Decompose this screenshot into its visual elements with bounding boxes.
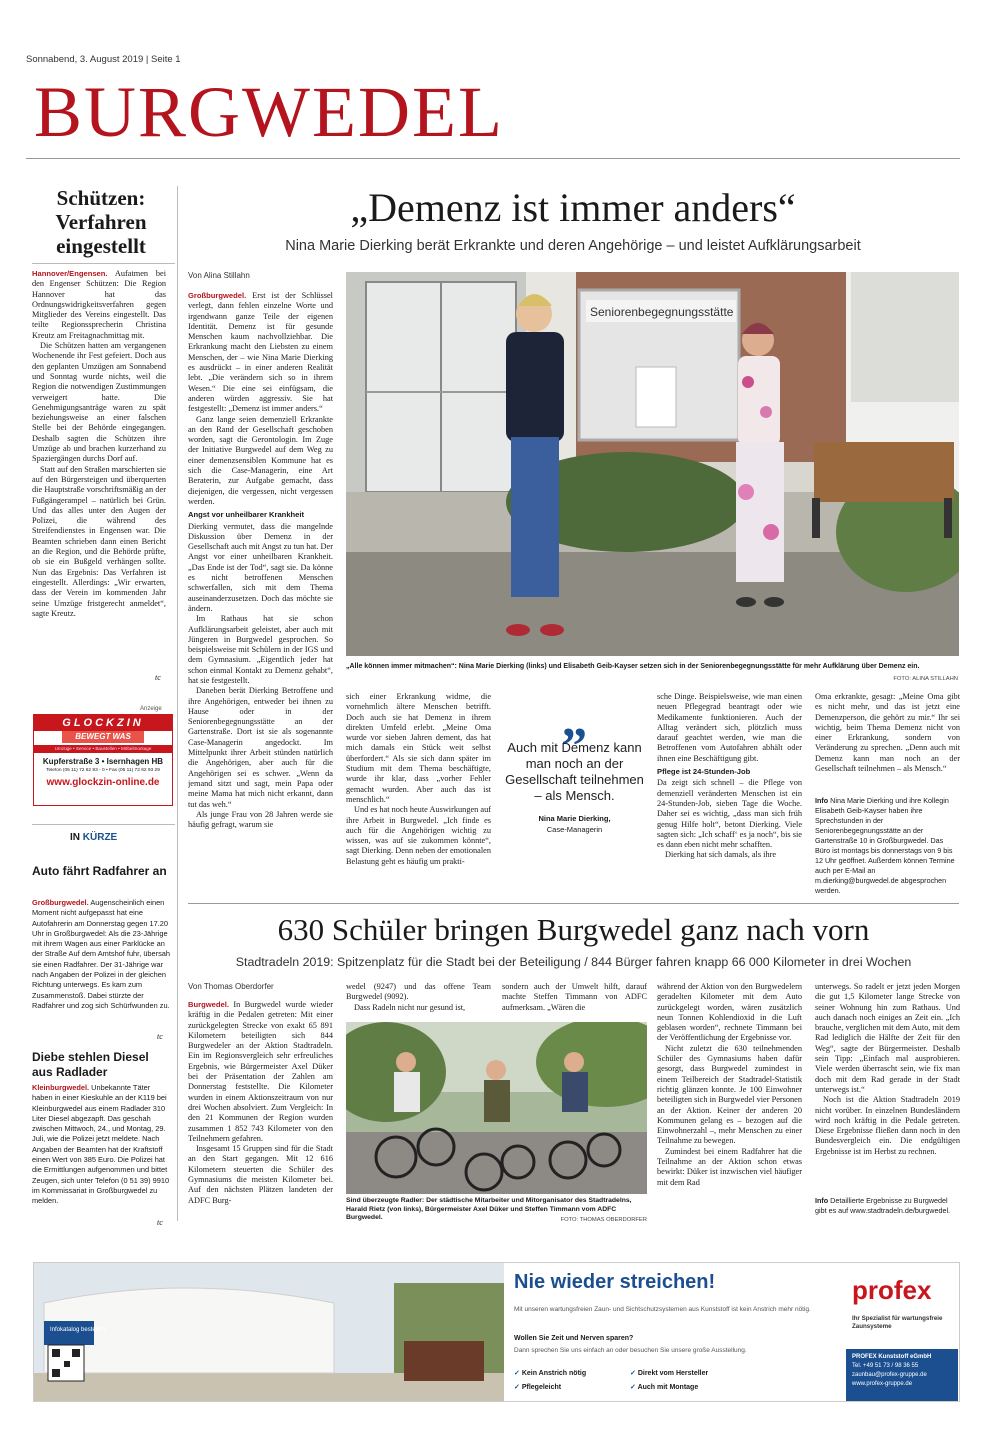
main-credit: FOTO: ALINA STILLAHN: [893, 676, 958, 682]
quote-mark-icon: „: [561, 691, 588, 748]
second-info: [815, 1196, 960, 1230]
left-headline-rule: [32, 263, 175, 264]
main-info-label: Info: [815, 796, 829, 805]
profex-feature: [630, 1383, 698, 1391]
main-subhead1: Angst vor unheilbarer Krankheit: [188, 510, 305, 520]
left-story-text: [32, 269, 166, 681]
main-info-text: Nina Marie Dierking und ihre Kollegin Elisabeth Geib-Kayser haben ihre Sprechstunden in der Seniorenbegegnungsstätte an der Gartenstraße 10 in Großburgwedel. Das Büro ist montags bis donnerstags von 9 bis 12 Uhr geöffnet. Außerdem können Termine auch per E-Mail an m.dierking@burgwedel.de abgesprochen werden.: [815, 796, 955, 895]
second-para: sondern auch der Umwelt hilft, darauf machte Steffen Timmann von ADFC aufmerksam. „Wären die: [502, 982, 647, 1012]
main-photo-illustration: [346, 272, 959, 656]
main-lead: Großburgwedel.: [188, 291, 247, 300]
main-para: Dierking vermutet, dass die mangelnde Diskussion über Demenz in der Gesellschaft auch mit Angst zu tun hat. Der Angst vor einer unheilbaren Krankheit. „Das Ende ist der Tod“, sagt sie. Da könne es nicht betroffenen Menschen schwerfallen, sich mit dem Thema auseinanderzusetzen. Doch das möchte sie ändern.: [188, 521, 333, 613]
check-icon: ✓: [630, 1384, 636, 1391]
pull-quote: [502, 691, 647, 890]
second-col4: [657, 982, 802, 1230]
photo-sign-text: Seniorenbegegnungsstätte: [590, 305, 734, 319]
kuerze-headline: Diebe stehlen Diesel aus Radlader: [32, 1050, 149, 1079]
profex-logo: profex: [852, 1275, 932, 1305]
profex-fence-image: [34, 1263, 504, 1402]
second-byline: Von Thomas Oberdorfer: [188, 982, 274, 991]
profex-feature: [514, 1383, 561, 1391]
glockzin-address: Kupferstraße 3 • Isernhagen HB: [42, 757, 164, 766]
second-headline: 630 Schüler bringen Burgwedel ganz nach vorn: [277, 912, 870, 947]
glockzin-url[interactable]: www.glockzin-online.de: [46, 777, 160, 788]
left-column-rule: [177, 186, 178, 1221]
kuerze-body: Unbekannte Täter haben in einer Kieskuhle an der K119 bei Kleinburgwedel aus einem Radlader 310 Liter Diesel abgezapft. Das geschah zwischen Mittwoch, 24., und Montag, 29. Juli, wie die Polizei jetzt meldete. Nach Angaben der Beamten hat der Kraftstoff einen Wert von 385 Euro. Die Polizei hat die Ermittlungen aufgenommen und bittet Zeugen, sich unter Telefon (0 51 39) 9910 im Kommissariat in Großburgwedel zu melden.: [32, 1083, 170, 1206]
second-para: unterwegs. So radelt er jetzt jeden Morgen die gut 1,5 Kilometer lange Strecke von seiner Wohnung hin zum Rathaus. Und auch danach noch einiges an Zeit ein. „Ich brauche, verglichen mit dem Auto, mit dem Rad lediglich die Hälfte der Zeit für den Weg“, sagte der Bürgermeister. Deshalb sein Tipp: „Einfach mal ausprobieren. Viele werden überrascht sein, wie fix man doch mit dem Rad gerade in der Stadt unterwegs ist.“: [815, 982, 960, 1094]
check-icon: ✓: [630, 1370, 636, 1377]
header-rule: [26, 158, 960, 159]
left-headline: Schützen: Verfahren eingestellt: [55, 186, 147, 258]
profex-text: Mit unseren wartungsfreien Zaun- und Sichtschutzsystemen aus Kunststoff ist kein Anstrich mehr nötig.: [514, 1306, 811, 1313]
main-byline: Von Alina Stillahn: [188, 271, 250, 280]
main-para: Als junge Frau von 28 Jahren werde sie häufig gefragt, warum sie: [188, 809, 333, 830]
second-credit: FOTO: THOMAS OBERDORFER: [560, 1217, 647, 1223]
quote-role: Case-Managerin: [546, 825, 603, 834]
second-info-text: Detaillierte Ergebnisse zu Burgwedel gibt es auf www.stadtradeln.de/burgwedel.: [815, 1196, 951, 1215]
main-para: Oma erkrankte, gesagt: „Meine Oma gibt es nicht mehr, und das ist jetzt eine Demenzperson, die gehört zu mir.“ Ihr sei wichtig, beim Thema Demenz nicht von einer Erkrankung, sondern von Veränderung zu sprechen. „Denn auch mit Demenz kann man noch an der Gesellschaft teilnehmen – als Mensch.“: [815, 692, 960, 774]
main-para: Daneben berät Dierking Betroffene und ihre Angehörigen, entweder bei ihnen zu Hause oder in der Seniorenbegegnungsstätte an der Gartenstraße. Dort ist sie als sogenannte Case-Managerin angedockt. Im Mittelpunkt ihrer Arbeit stünden natürlich die Angehörigen, aber auch für die Angehörigen sei es schwer. „Wenn da jemand sitzt und sagt, mein Papa oder meine Mama hat mich nicht erkannt, dann tut das weh.“: [188, 686, 333, 809]
main-subhead3: Pflege ist 24-Stunden-Job: [657, 767, 751, 777]
profex-headline: Nie wieder streichen!: [514, 1271, 716, 1293]
quote-text: Auch mit Demenz kann man noch an der Gesellschaft teilnehmen – als Mensch.: [505, 740, 644, 803]
profex-ad[interactable]: [33, 1262, 960, 1402]
profex-feature: [514, 1369, 586, 1377]
kuerze-headline: Auto fährt Radfahrer an: [32, 864, 167, 878]
main-col3: [657, 692, 802, 897]
second-para: Zumindest bei einem Radfahrer hat die Teilnahme an der Aktion schon etwas bewirkt: Düker ist inzwischen viel häufiger mit dem Rad: [657, 1146, 802, 1187]
glockzin-brand: GLOCKZIN: [34, 715, 172, 731]
second-para: Dass Radeln nicht nur gesund ist,: [354, 1002, 466, 1012]
quote-name: Nina Marie Dierking,: [538, 814, 611, 823]
left-story-para: Die Schützen hatten am vergangenen Wochenende ihr Fest gefeiert. Doch aus den geplanten Umzügen am Sonnabend und Sonntag wurde nichts, weil die Region die notwendigen Zustimmungen verweigert hatte. Die Genehmigungsanträge waren zu spät beziehungsweise an einer falschen Stelle bei der Behörde eingegangen. Deshalb sagten die Schützen ihre Umzüge ab und brachen kurzerhand zu Spaziergängen durchs Dorf auf.: [32, 341, 166, 464]
second-para: Insgesamt 15 Gruppen sind für die Stadt an den Start gegangen. Mit 12 616 Kilometern steuerten die Schüler des Gymnasiums die meisten Kilometer bei. Auf den nächsten Plätzen landeten der ADFC Burg-: [188, 1144, 333, 1205]
kuerze-lead: Kleinburgwedel.: [32, 1083, 90, 1092]
main-para: Dierking hat sich damals, als ihre: [665, 850, 777, 860]
second-para: während der Aktion von den Burgwedelern geradelten Kilometer mit dem Auto zurückgelegt worden, wären zusätzlich neun Tonnen Kohlendioxid in die Luft geblasen worden“, rechnete Timmann bei der Veröffentlichung der Ergebnisse vor.: [657, 982, 802, 1043]
main-para: Und es hat noch heute Auswirkungen auf ihre Arbeit in Burgwedel. „Ich finde es auch für die Angehörigen wichtig zu wissen, was auf sie zukommen könnte“, sagt Dierking. Denn neben der emotionalen Belastung geht es häufig um prakti-: [346, 805, 491, 866]
check-icon: ✓: [514, 1370, 520, 1377]
kuerze-label: [70, 832, 117, 843]
second-col2: [346, 982, 491, 1018]
ad-label: Anzeige: [140, 706, 162, 712]
profex-contact: [846, 1349, 958, 1401]
second-para: Nicht zuletzt die 630 teilnehmenden Schüler des Gymnasiums haben dafür gesorgt, dass Burgwedel zumindest in einem Teilbereich der Stadtradel-Statistik richtig glänzen konnte. Je 100 Einwohner beteiligten sich in Burgwedel vier Personen an der Aktion. Keiner der anderen 20 Kommunen gelang es – bezogen auf die Einwohnerzahl –, mehr Menschen zu einer Teilnahme zu bewegen.: [657, 1043, 802, 1146]
second-para: Noch ist die Aktion Stadtradeln 2019 nicht vorüber. In einzelnen Bundesländern wird noch kräftig in die Pedale getreten. Diese Ergebnisse fließen dann noch in den Bundesvergleich ein. Die endgültigen Ergebnisse ist im Herbst zu rechnen.: [815, 1095, 960, 1156]
second-lead: Burgwedel.: [188, 1000, 229, 1009]
profex-phone: Tel. +49 51 73 / 98 36 55: [852, 1363, 919, 1369]
kuerze-author: tc: [157, 1218, 163, 1227]
second-col1: [188, 1000, 333, 1232]
main-col1: [188, 291, 333, 891]
left-story-para: Statt auf den Straßen marschierten sie auf den Bürgersteigen und überquerten die Hauptstraße vorschriftsmäßig an der Fußgängerampel – natürlich bei Grün. Und das alles unter den Augen der Polizei, die während des Streifendienstes in Engensen war. Die Beamten schrieben dann einen Bericht an die Region, und die Behörde prüfte, ob sie ein Bußgeld verhängen sollte. Nun das Ergebnis: Das Verfahren ist eingestellt. Allerdings: „Wir erwarten, dass der Verein im kommenden Jahr seine Umzüge fristgerecht anmeldet“, sagte Kreutz.: [32, 464, 166, 618]
main-para: Im Rathaus hat sie schon Aufklärungsarbeit geleistet, aber auch mit Jüngeren in Burgwedel gesprochen. So beispielsweise mit Schülern in der IGS und dem Gymnasium. „Eigentlich jeder hat schon einmal Kontakt zu Demenz gehabt“, hat sie festgestellt.: [188, 614, 333, 685]
second-photo-illustration: [346, 1022, 647, 1194]
profex-company: PROFEX Kunststoff eGmbH: [852, 1354, 932, 1360]
kuerze-rule: [32, 824, 175, 825]
second-subhead: Stadtradeln 2019: Spitzenplatz für die Stadt bei der Beteiligung / 844 Bürger fahren knapp 66 000 Kilometer in drei Wochen: [235, 955, 912, 969]
second-para: wedel (9247) und das offene Team Burgwedel (9092).: [346, 982, 491, 1002]
glockzin-phone: Telefon (05 11) 72 62 93 - 0 • Fax (05 11) 72 62 93 29: [46, 768, 160, 773]
main-photo: [346, 272, 959, 656]
left-story-para: Aufatmen bei den Engenser Schützen: Die Region Hannover hat das Ordnungswidrigkeitsverfahren gegen Mitglieder des Vereins eingestellt. Das teilte Regionssprecherin Christina Kreutz am Freitagnachmittag mit.: [32, 269, 166, 340]
second-para: In Burgwedel wurde wieder kräftig in die Pedalen getreten: Mit einer zurückgelegten Strecke von exakt 65 891 Kilometern beteiligten sich 844 Burgwedeler an der Aktion Stadtradeln. Ein im Regionsvergleich sehr erfreuliches Ergebnis, wie Bürgermeister Axel Düker bei der Präsentation der Zahlen am Donnerstag feststellte. Die Kilometer wurden in einem Aktionszeitraum von nur drei Wochen absolviert. Zum Vergleich: In den 21 Kommunen der Region wurden zusammen 1 852 743 Kilometer von den Teilnehmern gefahren.: [188, 1000, 333, 1143]
main-para: sich einer Erkrankung widme, die vornehmlich ältere Menschen betrifft. Doch auch sie hat Demenz in ihrem direkten Umfeld erlebt. „Meine Oma wurde vor sieben Jahren dement, das hat mich damals ein Stück weit selbst überfordert.“ Als sie sich dann später im Studium mit dem Thema beschäftigte, wurde ihr klar, dass „vorher Fehler gemacht wurden. Aber auch das ist menschlich.“: [346, 692, 491, 804]
profex-question: Wollen Sie Zeit und Nerven sparen?: [514, 1335, 634, 1342]
main-para: Erst ist der Schlüssel verlegt, dann fehlen einzelne Worte und irgendwann ganze Teile der eigenen Identität. Demenz ist für gesunde Menschen kaum nachvollziehbar. Die Erkrankung macht den Liebsten zu einem Menschen, der – wie Nina Marie Dierking es ausdrückt – in einer anderen Realität lebt. „Die verändern sich so in ihrem Wesen.“ Die eine sei einfügsam, die anderen würden aggressiv. Sie hat festgestellt: „Demenz ist immer anders.“: [188, 291, 333, 414]
main-para: Ganz lange seien demenziell Erkrankte an den Rand der Gesellschaft geschoben worden, sagt die Gerontologin. Im Zuge der Initiative Burgwedel auf dem Weg zu einer demenzsensiblen Kommune hat es sich die Case-Managerin, eine Art Beraterin, zur Aufgabe gemacht, dass diejenigen, die vergessen, nicht vergessen werden.: [188, 414, 333, 506]
second-photo: [346, 1022, 647, 1194]
profex-web[interactable]: www.profex-gruppe.de: [852, 1381, 913, 1387]
second-col3: [502, 982, 647, 1018]
glockzin-slogan: BEWEGT WAS: [62, 731, 144, 743]
kuerze-label-kuerze: KÜRZE: [82, 832, 118, 843]
main-col2: [346, 692, 491, 897]
main-para: sche Dinge. Beispielsweise, wie man einen neuen Pflegegrad beantragt oder wie Medikamente funktionieren. Auch der Alltag verändert sich, plötzlich muss darauf geachtet werden, wie man die Betroffenen vom Autofahren abhält oder ihnen eine Beschäftigung gibt.: [657, 692, 802, 763]
glockzin-services: Umzüge • Service • Baustellen • Möbelmontage: [34, 745, 172, 753]
main-para: Da zeigt sich schnell – die Pflege von demenziell veränderten Menschen ist ein 24-Stunden-Job, sieben Tage die Woche. Daher sei es wichtig, „dass man sich früh genug Hilfe holt“, betont Dierking. Viele sagten sich: „Ich schaff‘ es ja noch“, bis sie es dann eben nicht mehr schafften.: [657, 778, 802, 850]
main-headline: „Demenz ist immer anders“: [350, 185, 796, 230]
kuerze-lead: Großburgwedel.: [32, 898, 89, 907]
main-info: [815, 796, 960, 896]
profex-feature-text: Pflegeleicht: [521, 1384, 562, 1391]
kuerze-label-in: IN: [70, 832, 80, 843]
profex-catalog-text: Infokatalog bestellen: [50, 1327, 106, 1333]
kuerze-body: Augenscheinlich einen Moment nicht aufgepasst hat eine Autofahrerin am Donnerstag gegen 17.20 Uhr in Großburgwedel: Als die 23-Jährige mit ihrem Wagen aus einer Parklücke an der Straße Auf dem Amtshof fuhr, übersah sie einen Radfahrer. Der 31-Jährige war nach Angaben der Polizei in der gleichen Richtung unterwegs. Es kam zum Zusammenstoß. Dabei stürzte der Radfahrer und zog sich Schürfwunden zu.: [32, 898, 171, 1010]
second-caption: Sind überzeugte Radler: Der städtische Mitarbeiter und Mitorganisator des Stadtradelns, Harald Rietz (von links), Bürgermeister Axel Düker und Steffen Timmann vom ADFC Burgwedel.: [346, 1197, 632, 1222]
glockzin-ad[interactable]: [33, 714, 173, 806]
kuerze-text: [32, 898, 172, 1023]
kuerze-text: [32, 1083, 172, 1228]
second-info-label: Info: [815, 1196, 829, 1205]
check-icon: ✓: [514, 1384, 520, 1391]
main-col4: [815, 692, 960, 792]
profex-invite: Dann sprechen Sie uns einfach an oder besuchen Sie unsere große Ausstellung.: [514, 1347, 747, 1354]
mid-rule: [188, 903, 959, 904]
profex-feature-text: Kein Anstrich nötig: [521, 1370, 587, 1377]
profex-email[interactable]: zaunbau@profex-gruppe.de: [852, 1372, 927, 1378]
profex-feature-text: Direkt vom Hersteller: [637, 1370, 709, 1377]
left-story-author: tc: [155, 673, 161, 682]
main-caption: „Alle können immer mitmachen“: Nina Marie Dierking (links) und Elisabeth Geib-Kayser setzen sich in der Seniorenbegegnungsstätte für mehr Aufklärung über Demenz ein.: [346, 663, 920, 670]
dateline: Sonnabend, 3. August 2019 | Seite 1: [26, 54, 181, 65]
main-subhead: Nina Marie Dierking berät Erkrankte und deren Angehörige – und leistet Aufklärungsarbeit: [285, 238, 861, 254]
masthead: BURGWEDEL: [34, 72, 504, 152]
profex-feature-text: Auch mit Montage: [637, 1384, 699, 1391]
left-story-lead: Hannover/Engensen.: [32, 269, 108, 278]
kuerze-author: tc: [157, 1032, 163, 1041]
profex-feature: [630, 1369, 708, 1377]
second-col5: [815, 982, 960, 1192]
profex-tagline: Ihr Spezialist für wartungsfreie Zaunsysteme: [852, 1315, 943, 1330]
